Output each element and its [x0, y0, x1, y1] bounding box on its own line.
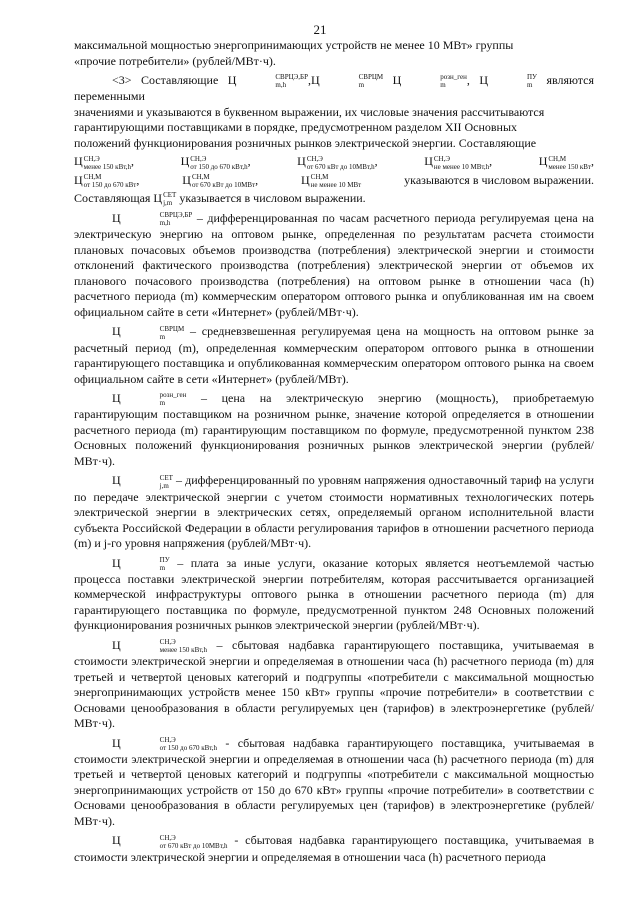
text: являются переменными [74, 73, 595, 104]
symbol-c-set: Ц СЕТ j,m [153, 190, 177, 207]
symbol-c-sn-m-lt150: Ц СН,М менее 150 кВт , [538, 154, 594, 171]
symbols-row-1 [74, 154, 594, 170]
definition-svrce: Ц СВРЦЭ,БР m,h – дифференцированная по часам расчетного периода регулируемая цена на электрическую энергию на оптовом рынке, определенная по результатам расчета стоимости плановых почасовых объемов производства (потребления) электрической энергии и стоимости отклонений фактического производства (потребления) электрической энергии от объемов их планового почасового производства (потребления) на оптовом рынке в отношении часа (h) расчетного периода (m) коммерческим оператором оптового рынка и опубликованная им на своем официальном сайте в сети «Интернет» (рублей/МВт·ч). [74, 211, 594, 319]
text: Составляющие [140, 73, 219, 87]
text-line [74, 38, 594, 54]
symbol-c-sn-e-lt150: Ц СН,Э менее 150 кВт,h [112, 637, 208, 654]
symbol-c-sn-m-ge10: Ц СН,М не менее 10 МВт [301, 172, 362, 189]
text: максимальной мощностью энергопринимающих устройств не менее 10 МВт» группы [74, 38, 514, 52]
text-line: Составляющая Ц СЕТ j,m указывается в числовом выражении. [74, 190, 366, 207]
symbol-c-sn-e-150-670: Ц СН,Э от 150 до 670 кВт,h [112, 735, 218, 752]
symbol-c-sn-e-670-10: Ц СН,Э от 670 кВт до 10МВт,h , [297, 154, 378, 171]
document-body [74, 38, 594, 865]
symbol-c-pu: Ц ПУ m [479, 73, 538, 90]
symbol-c-pu: Ц ПУ m [112, 555, 170, 572]
text-line [74, 54, 594, 70]
definition-sn-e-lt150: Ц СН,Э менее 150 кВт,h – сбытовая надбавка гарантирующего поставщика, учитываемая в стоимости электрической энергии и определяемая в отношении часа (h) расчетного периода (m) для третьей и четвертой ценовых категорий и подгруппы «потребители с максимальной мощностью энергопринимающих устройств менее 150 кВт» группы «прочие потребители» в соответствии с Основами ценообразования в области регулируемых цен (тарифов) в электроэнергетике (рублей/МВт·ч). [74, 637, 594, 730]
definition-svrcm: Ц СВРЦМ m – средневзвешенная регулируемая цена на мощность на оптовом рынке за расчетный период (m), определенная коммерческим оператором оптового рынка в отношении гарантирующего поставщика и опубликованная коммерческим оператором оптового рынка на своем официальном сайте в сети «Интернет» (рублей/МВт). [74, 324, 594, 386]
symbol-c-sn-e-ge10: Ц СН,Э не менее 10 МВт,h , [424, 154, 493, 171]
paragraph-3: <3> Составляющие Ц СВРЦЭ,БР m,h ,Ц СВРЦМ m Ц розн_ген m , Ц ПУ m являются переменными [74, 73, 595, 104]
symbol-c-svrcm: Ц СВРЦМ m [310, 73, 384, 90]
symbol-c-svrce: Ц СВРЦЭ,БР m,h [227, 73, 308, 90]
symbol-c-sn-m-150-670: Ц СН,М от 150 до 670 кВт , [74, 172, 140, 189]
symbol-c-sn-m-670-10: Ц СН,М от 670 кВт до 10МВт , [182, 172, 259, 189]
symbols-row-2 [74, 173, 594, 189]
symbol-c-set: Ц СЕТ j,m [112, 473, 173, 490]
text-line: гарантирующими поставщиками в порядке, предусмотренном разделом XII Основных [74, 120, 518, 135]
symbol-c-rozn-gen: Ц розн_ген m [112, 391, 187, 408]
symbol-c-svrcm: Ц СВРЦМ m [112, 324, 185, 341]
definition-sn-e-150-670: Ц СН,Э от 150 до 670 кВт,h - сбытовая надбавка гарантирующего поставщика, учитываемая в стоимости электрической энергии и определяемая в отношении часа (h) расчетного периода (m) для третьей и четвертой ценовых категорий и подгруппы «потребители с максимальной мощностью энергопринимающих устройств от 150 до 670 кВт» группы «прочие потребители» в соответствии с Основами ценообразования в области регулируемых цен (тарифов) в электроэнергетике (рублей/МВт·ч). [74, 735, 594, 828]
symbol-c-sn-e-150-670: Ц СН,Э от 150 до 670 кВт,h , [180, 154, 251, 171]
symbol-c-sn-e-670-10: Ц СН,Э от 670 кВт до 10МВт,h [112, 833, 228, 850]
page-number: 21 [313, 22, 327, 37]
text: указываются в числовом выражении. [404, 172, 594, 187]
definition-pu: Ц ПУ m – плата за иные услуги, оказание которых является неотъемлемой частью процесса поставки электрической энергии потребителям, которая рассчитывается организацией коммерческой инфраструктуры оптового рынка в отношении расчетного периода (m) для гарантирующего поставщика по формуле, предусмотренной пунктом 248 Основных положений функционирования розничных рынков электрической энергии (рублей/МВт·ч). [74, 555, 595, 633]
definition-set: Ц СЕТ j,m – дифференцированный по уровням напряжения одноставочный тариф на услуги по передаче электрической энергии с учетом стоимости нормативных технологических потерь электрической энергии в электрических сетях, определяемый органом исполнительной власти субъекта Российской Федерации в области регулирования тарифов в отношении расчетного периода (m) и j-го уровня напряжения (рублей/МВт·ч). [74, 473, 594, 550]
definition-sn-e-670-10: Ц СН,Э от 670 кВт до 10МВт,h - сбытовая надбавка гарантирующего поставщика, учитываемая в стоимости электрической энергии и определяемая в отношении часа (h) расчетного периода [74, 833, 594, 864]
definition-rozn-gen: Ц розн_ген m – цена на электрическую энергию (мощность), приобретаемую гарантирующим поставщиком на розничном рынке, значение которой определяется в отношении расчетного периода (m) гарантирующим поставщиком по формуле, предусмотренной пунктом 238 Основных положений функционирования розничных рынков электрической энергии (рублей/МВт·ч). [74, 391, 595, 468]
text-line: значениями и указываются в буквенном выражении, их числовые значения рассчитываются [74, 104, 545, 119]
text: «прочие потребители» (рублей/МВт·ч). [74, 53, 276, 68]
symbol-c-sn-e-lt150: Ц СН,Э менее 150 кВт,h , [74, 154, 135, 171]
symbol-c-rozn-gen: Ц розн_ген m [392, 73, 467, 90]
symbol-c-svrce: Ц СВРЦЭ,БР m,h [112, 211, 193, 228]
text-line: положений функционирования розничных рынков электрической энергии. Составляющие [74, 135, 537, 150]
paragraph-marker: <3> [112, 73, 132, 87]
